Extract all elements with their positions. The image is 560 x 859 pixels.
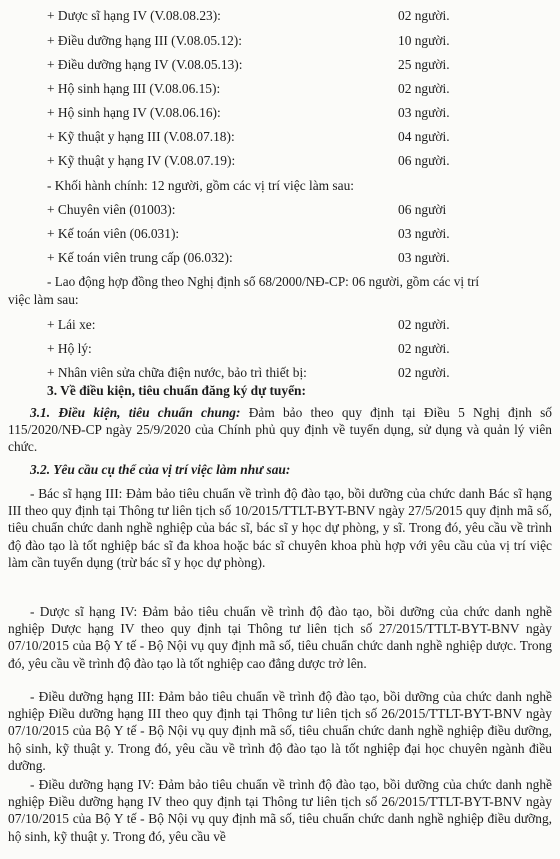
list-item-label: + Hộ sinh hạng III (V.08.06.15): [47,81,221,96]
requirement-paragraph: - Điều dưỡng hạng III: Đảm bảo tiêu chuẩn về trình độ đào tạo, bồi dưỡng của chức danh nghề nghiệp Điều dưỡng hạng III theo quy định tại Thông tư liên tịch số 26/2015/TTLT-BYT-BNV ngày 07/10/2015 của Bộ Y tế - Bộ Nội vụ quy định mã số, tiêu chuẩn chức danh nghề nghiệp điều dưỡng, hộ sinh, kỹ thuật y. Trong đó, yêu cầu về trình độ đào tạo là tốt nghiệp đại học chuyên ngành điều dưỡng. [8,689,552,773]
subsection-title: 3.1. Điều kiện, tiêu chuẩn chung: [30,405,241,420]
list-item-label: + Dược sĩ hạng IV (V.08.08.23): [47,8,221,23]
list-item-count: 02 người. [398,365,450,380]
list-item-count: 03 người. [398,250,450,265]
section-heading: 3. Về điều kiện, tiêu chuẩn đăng ký dự tuyển: [47,383,306,398]
list-item-label: + Kỹ thuật y hạng III (V.08.07.18): [47,129,235,144]
requirement-paragraph: - Điều dưỡng hạng IV: Đảm bảo tiêu chuẩn về trình độ đào tạo, bồi dưỡng của chức danh nghề nghiệp Điều dưỡng hạng IV theo quy định tại Thông tư liên tịch số 26/2015/TTLT-BYT-BNV ngày 07/10/2015 của Bộ Y tế - Bộ Nội vụ quy định mã số, tiêu chuẩn chức danh nghề nghiệp điều dưỡng, hộ sinh, kỹ thuật y. Trong đó, yêu cầu về [8,777,552,844]
contract-block-heading: - Lao động hợp đồng theo Nghị định số 68/2000/NĐ-CP: 06 người, gồm các vị trí [47,274,480,289]
list-item-count: 04 người. [398,129,450,144]
list-item-count: 02 người. [398,8,450,23]
general-conditions-paragraph [8,404,552,456]
list-item-label: + Kế toán viên trung cấp (06.032): [47,250,233,265]
list-item-label: + Nhân viên sửa chữa điện nước, bảo trì thiết bị: [47,365,307,380]
list-item-label: + Hộ sinh hạng IV (V.08.06.16): [47,105,221,120]
list-item-count: 02 người. [398,317,450,332]
list-item-count: 06 người [398,202,447,217]
list-item-label: + Điều dưỡng hạng IV (V.08.05.13): [47,57,243,72]
list-item-count: 03 người. [398,105,450,120]
list-item-count: 25 người. [398,57,450,72]
list-item-label: + Kế toán viên (06.031): [47,226,180,241]
list-item-count: 06 người. [398,153,450,168]
list-item-label: + Hộ lý: [47,341,92,356]
contract-block-heading-cont: việc làm sau: [8,292,79,307]
admin-block-heading: - Khối hành chính: 12 người, gồm các vị trí việc làm sau: [47,178,355,193]
requirement-paragraph: - Bác sĩ hạng III: Đảm bảo tiêu chuẩn về trình độ đào tạo, bồi dưỡng của chức danh Bác sĩ hạng III theo quy định tại Thông tư liên tịch số 10/2015/TTLT-BYT-BNV ngày 27/5/2015 quy định mã số, tiêu chuẩn chức danh nghề nghiệp của bác sĩ, bác sĩ y học dự phòng, y sĩ. Trong đó, yêu cầu về trình độ đào tạo là tốt nghiệp bác sĩ đa khoa hoặc bác sĩ chuyên khoa phù hợp với yêu cầu của vị trí việc làm cần tuyển dụng (trừ bác sĩ y học dự phòng). [8,486,552,570]
list-item-count: 10 người. [398,33,450,48]
list-item-label: + Chuyên viên (01003): [47,202,176,217]
list-item-count: 03 người. [398,226,450,241]
list-item-count: 02 người. [398,341,450,356]
list-item-label: + Kỹ thuật y hạng IV (V.08.07.19): [47,153,236,168]
list-item-label: + Điều dưỡng hạng III (V.08.05.12): [47,33,242,48]
requirement-paragraph: - Dược sĩ hạng IV: Đảm bảo tiêu chuẩn về trình độ đào tạo, bồi dưỡng của chức danh nghề nghiệp Dược hạng IV theo quy định tại Thông tư liên tịch số 27/2015/TTLT-BYT-BNV ngày 07/10/2015 của Bộ Y tế - Bộ Nội vụ quy định mã số, tiêu chuẩn chức danh nghề nghiệp dược. Trong đó, yêu cầu về trình độ đào tạo là tốt nghiệp cao đẳng dược trở lên. [8,604,552,671]
subsection-title: 3.2. Yêu cầu cụ thể của vị trí việc làm như sau: [30,462,291,477]
list-item-label: + Lái xe: [47,317,96,332]
subsection-text: Đảm bảo theo quy định tại Điều 5 Nghị định số 115/2020/NĐ-CP ngày 25/9/2020 của Chính phủ quy định về tuyển dụng, sử dụng và quản lý viên chức. [8,405,552,455]
list-item-count: 02 người. [398,81,450,96]
